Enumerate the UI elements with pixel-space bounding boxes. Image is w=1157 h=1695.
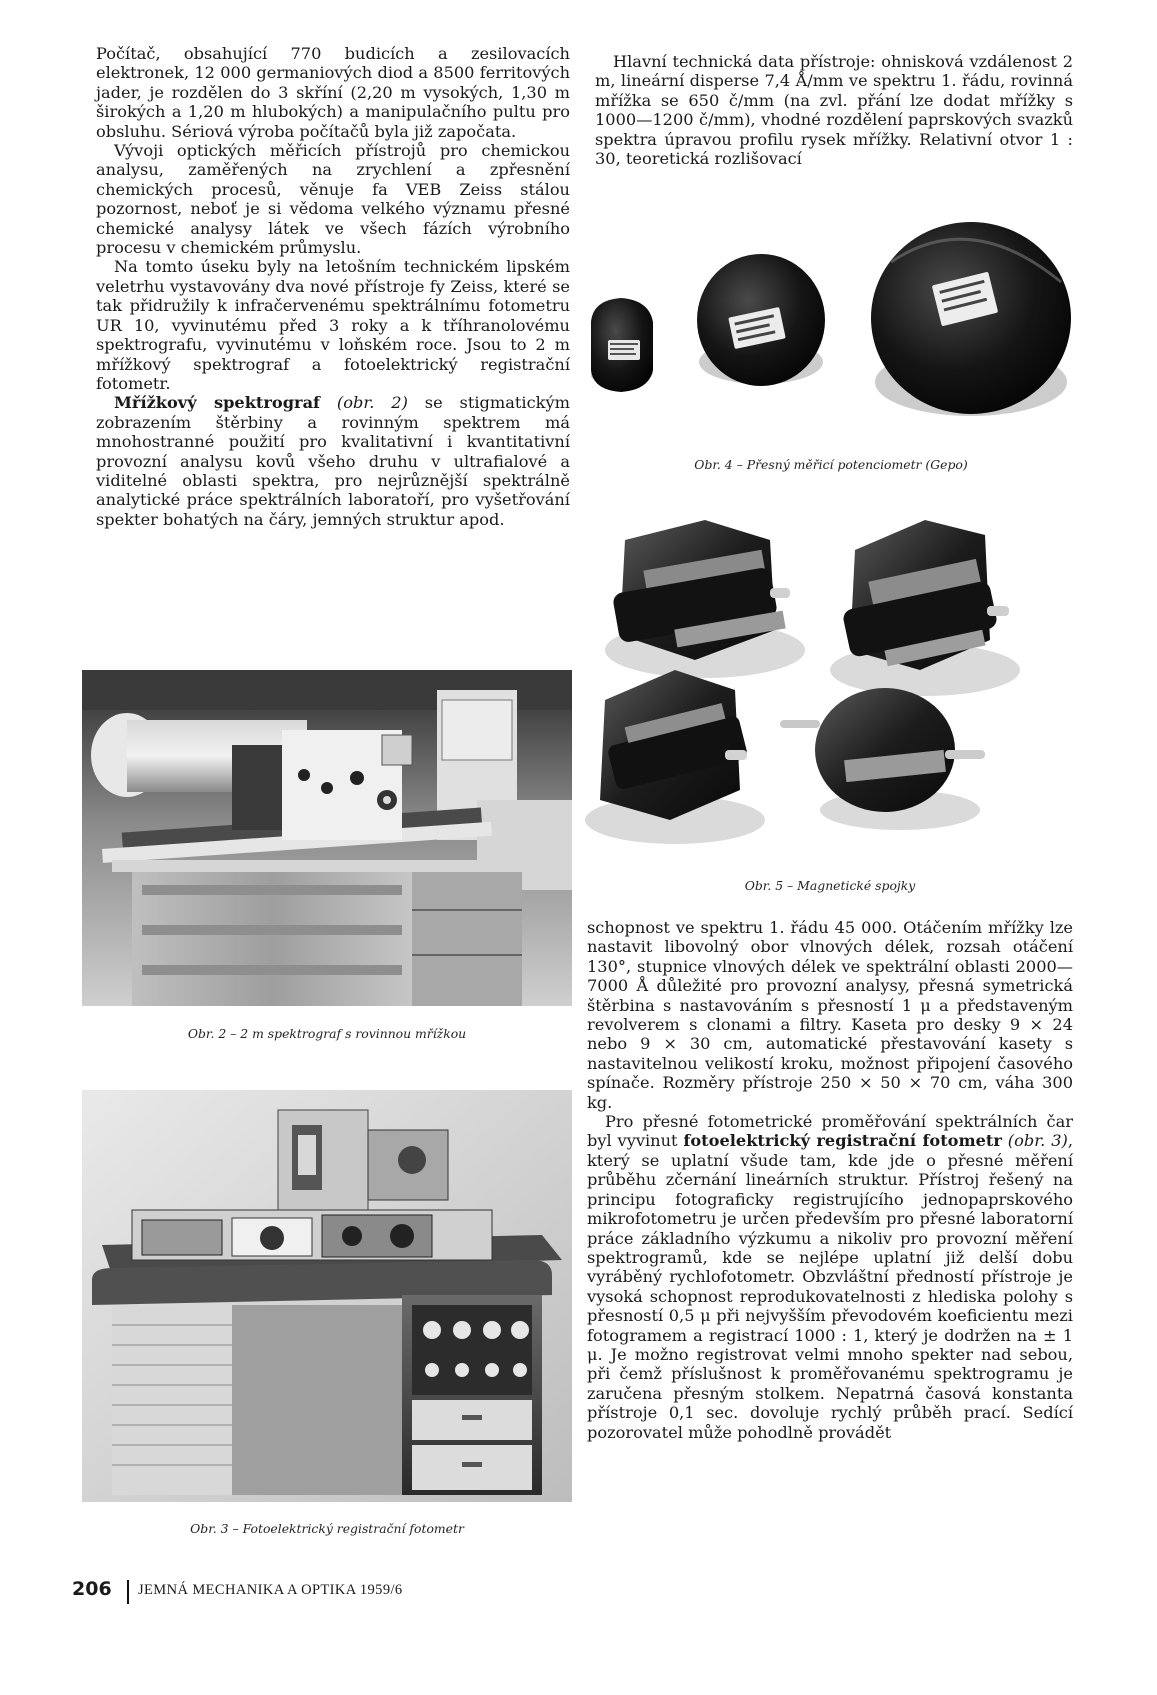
figure-2-caption: Obr. 2 – 2 m spektrograf s rovinnou mřížkou [187, 1026, 467, 1041]
left-column-text [96, 44, 570, 529]
figure-5-caption: Obr. 5 – Magnetické spojky [744, 878, 916, 893]
paragraph [96, 393, 570, 529]
paragraph: schopnost ve spektru 1. řádu 45 000. Otáčením mřížky lze nastavit libovolný obor vlnových délek, rozsah otáčení 130°, stupnice vlnových délek ve spektrální oblasti 2000—7000 Å důležité pro provozní analysy, přesná symetrická štěrbina s nastavováním s přesností 1 μ a představeným revolverem s clonami a filtry. Kaseta pro desky 9 × 24 nebo 9 × 30 cm, automatické přestavování kasety s nastavitelnou velikostí kroku, možnost připojení časového spínače. Rozměry přístroje 250 × 50 × 70 cm, váha 300 kg. [587, 918, 1073, 1112]
paragraph: Na tomto úseku byly na letošním technickém lipském veletrhu vystavovány dva nové přístroje fy Zeiss, které se tak přidružily k infračervenému spektrálnímu fotometru UR 10, vyvinutému před 3 roky a k tříhranolovému spektrografu, vyvinutému v loňském roce. Jsou to 2 m mřížkový spektrograf a fotoelektrický registrační fotometr. [96, 257, 570, 393]
figure-4-caption: Obr. 4 – Přesný měřicí potenciometr (Gepo) [694, 457, 968, 472]
paragraph-start: Pro přesné fotometrické proměřování spektrálních čar byl vyvinut [587, 1112, 1073, 1151]
potentiometer-illustration [591, 222, 1071, 442]
photometer-illustration [82, 1090, 572, 1502]
paragraph: Vývoji optických měřicích přístrojů pro chemickou analysu, zaměřených na zrychlení a zpřesnění chemických procesů, věnuje fa VEB Zeiss stálou pozornost, neboť je si vědoma velkého významu přesné chemické analysy látek ve všech fázích výrobního procesu v chemickém průmyslu. [96, 141, 570, 258]
bold-term: Mřížkový spektrograf [114, 393, 321, 413]
right-column-bottom-text [587, 918, 1073, 1442]
figure-4-photo [591, 222, 1071, 442]
right-column-top-text [595, 52, 1073, 168]
figure-2-photo [82, 670, 572, 1006]
figure-ref: (obr. 3) [1007, 1131, 1068, 1151]
journal-title: JEMNÁ MECHANIKA A OPTIKA 1959/6 [138, 1582, 403, 1598]
paragraph-rest: , který se uplatní všude tam, kde jde o přesné měření průběhu zčernání lineárních struktur. Přístroj řešený na principu fotograficky registrujícího jednopaprskového mikrofotometru je určen především pro přesné laboratorní práce základního výzkumu a nikoliv pro provozní měření spektrogramů, kde se nejlépe uplatní již delší dobu vyráběný rychlofotometr. Obzvláštní předností přístroje je vysoká schopnost reprodukovatelnosti z hlediska polohy s přesností 0,5 μ při nejvyšším převodovém koeficientu mezi fotogramem a registrací 1000 : 1, který je dodržen na ± 1 μ. Je možno registrovat velmi mnoho spekter nad sebou, při čemž příslušnost k proměřovanému spektrogramu je zaručena přesným stolkem. Nepatrná časová konstanta přístroje 0,1 sec. dovoluje rychlý průběh prací. Sedící pozorovatel může pohodlně provádět [587, 1131, 1073, 1442]
bold-term: fotoelektrický registrační fotometr [683, 1131, 1002, 1151]
page-number: 206 [72, 1578, 112, 1600]
footer-divider [127, 1580, 129, 1604]
paragraph: Počítač, obsahující 770 budicích a zesilovacích elektronek, 12 000 germaniových diod a 8500 ferritových jader, je rozdělen do 3 skříní (2,20 m vysokých, 1,30 m širokých a 1,20 m hlubokých) a manipulačního pultu pro obsluhu. Sériová výroba počítačů byla již započata. [96, 44, 570, 141]
figure-5-photo [585, 520, 1075, 856]
paragraph-rest: se stigmatickým zobrazením štěrbiny a rovinným spektrem má mnohostranné použití pro kvalitativní i kvantitativní provozní analysu kovů všeho druhu v ultrafialové a viditelné oblasti spektra, pro nejrůznější spektrálně analytické práce spektrálních laboratoří, pro vyšetřování spekter bohatých na čáry, jemných struktur apod. [96, 393, 570, 529]
figure-ref: (obr. 2) [336, 393, 408, 413]
paragraph [587, 1112, 1073, 1442]
spectrograph-illustration [82, 670, 572, 1006]
paragraph: Hlavní technická data přístroje: ohnisková vzdálenost 2 m, lineární disperse 7,4 Å/mm ve spektru 1. řádu, rovinná mřížka se 650 č/mm (na zvl. přání lze dodat mřížky s 1000—1200 č/mm), vhodné rozdělení paprskových svazků spektra úpravou profilu rysek mřížky. Relativní otvor 1 : 30, teoretická rozlišovací [595, 52, 1073, 169]
magnetic-couplings-illustration [585, 520, 1075, 856]
figure-3-photo [82, 1090, 572, 1502]
figure-3-caption: Obr. 3 – Fotoelektrický registrační fotometr [190, 1521, 464, 1536]
